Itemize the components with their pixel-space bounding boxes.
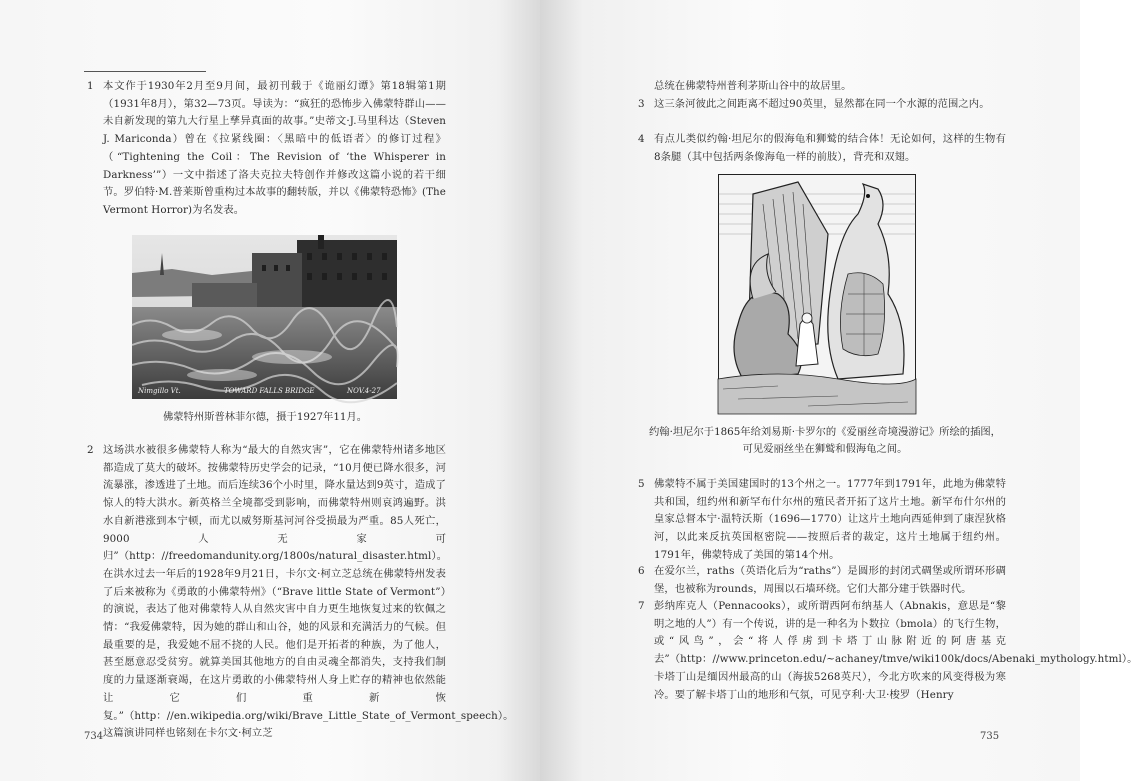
footnote-text: 这三条河彼此之间距离不超过90英里，显然都在同一个水源的范围之内。 [654, 98, 990, 110]
illustration-caption-line-1: 约翰·坦尼尔于1865年给刘易斯·卡罗尔的《爱丽丝奇境漫游记》所绘的插图， [649, 426, 1001, 438]
footnote-number: 1 [87, 80, 94, 92]
footnote-1 [87, 78, 446, 220]
footnote-text: 这场洪水被很多佛蒙特人称为“最大的自然灾害”，它在佛蒙特州诸多地区都造成了莫大的破坏。按佛蒙特历史学会的记录，“10月便已降水很多，河流暴涨，渗透进了土地。而后连续36个小时里，降水量达到9英寸，造成了惊人的特大洪水。新英格兰全境都受到影响，而佛蒙特州则哀鸿遍野。洪水自新港涨到本宁顿，而尤以威努斯基河河谷受损最为严重。85人死亡，9000人无家可归”（http：//freedomandunity.org/1800s/natural_disaster.html）。在洪水过去一年后的1928年9月21日，卡尔文·柯立芝总统在佛蒙特州发表了后来被称为《勇敢的小佛蒙特州》（“Brave little State of Vermont”）的演说，表达了他对佛蒙特人从自然灾害中自力更生地恢复过来的钦佩之情：“我爱佛蒙特，因为她的群山和山谷，她的风景和充满活力的气候。但最重要的是，我爱她不屈不挠的人民。他们是开拓者的种族，为了他人，甚至愿意忍受贫穷。就算美国其他地方的自由灵魂全都消失，支持我们制度的力量逐渐衰竭，在这片勇敢的小佛蒙特州人身上贮存的精神也依然能让它们重新恢复。”（http：//en.wikipedia.org/wiki/Brave_Little_State_of_Vermont_speech）。这篇演讲同样也铭刻在卡尔文·柯立芝 [103, 444, 514, 740]
photo-inscription-right: NOV.4-27 [347, 387, 381, 395]
footnote-5 [638, 476, 1006, 565]
footnote-text: 佛蒙特不属于美国建国时的13个州之一。1777年到1791年，此地为佛蒙特共和国，纽约州和新罕布什尔州的殖民者开拓了这片土地。新罕布什尔州的皇家总督本宁·温特沃斯（1696—1770）让这片土地向西延伸到了康涅狄格河，以此来反抗英国枢密院——按照后者的裁定，这片土地属于纽约州。1791年，佛蒙特成了美国的第14个州。 [654, 478, 1006, 561]
footnote-number: 7 [638, 600, 645, 612]
footnote-text: 在爱尔兰，raths（英语化后为“raths”）是圆形的封闭式碉堡或所谓环形碉堡，也被称为rounds，周围以石墙环绕。它们大都分建于铁器时代。 [654, 565, 1006, 595]
footnote-6 [638, 563, 1006, 598]
footnote-number: 6 [638, 565, 645, 577]
photo-caption: 佛蒙特州斯普林菲尔德，摄于1927年11月。 [162, 411, 368, 423]
left-page [0, 0, 540, 781]
footnote-4 [638, 131, 1006, 166]
illustration-caption [635, 424, 1015, 458]
flood-photo [132, 235, 397, 399]
footnote-number: 5 [638, 478, 645, 490]
footnote-rule [84, 71, 206, 72]
photo-inscription-center: TOWARD FALLS BRIDGE [224, 387, 315, 395]
footnote-text: 有点儿类似约翰·坦尼尔的假海龟和狮鹫的结合体！无论如何，这样的生物有8条腿（其中包括两条像海龟一样的前肢），背壳和双翅。 [654, 133, 1006, 163]
footnote-text: 本文作于1930年2月至9月间，最初刊载于《诡丽幻谭》第18辑第1期（1931年8月），第32—73页。导读为：“疯狂的恐怖步入佛蒙特群山——未自新发现的第九大行星上孳异真面的故事。”史蒂文·J.马里科达（Steven J. Mariconda）曾在《拉紧线圈：〈黑暗中的低语者〉的修订过程》（“Tightening the Coil：The Revision of ‘the Whisperer in Darkness’”）一文中指述了洛夫克拉夫特创作并修改这篇小说的若干细节。罗伯特·M.普莱斯曾重构过本故事的翻转版，并以《佛蒙特恐怖》(The Vermont Horror)为名发表。 [103, 80, 446, 216]
footnote-number: 2 [87, 444, 94, 456]
page-number-right: 735 [980, 731, 1000, 742]
footnote-text: 彭纳库克人（Pennacooks），或所谓西阿布纳基人（Abnakis，意思是“黎明之地的人”）有一个传说，讲的是一种名为卜数拉（bmola）的飞行生物，或“风鸟”，会“将人俘虏到卡塔丁山脉附近的阿唐基克去”（http：//www.princeton.edu/~achaney/tmve/wiki100k/docs/Abenaki_mythology.html）。卡塔丁山是缅因州最高的山（海拔5268英尺），今北方吹来的风变得极为寒冷。要了解卡塔丁山的地形和气氛，可见亨利·大卫·梭罗（Henry [654, 600, 1138, 701]
footnote-number: 3 [638, 98, 645, 110]
illustration-caption-line-2: 可见爱丽丝坐在狮鹫和假海龟之间。 [742, 443, 908, 455]
footnote-number: 4 [638, 133, 645, 145]
tenniel-illustration [718, 174, 916, 414]
footnote-1-continued [654, 78, 1006, 96]
photo-inscription-left: Nimgillo Vt. [138, 387, 181, 395]
footnote-7 [638, 598, 1138, 704]
page-number-left: 734 [84, 731, 104, 742]
footnote-text: 总统在佛蒙特州普利茅斯山谷中的故居里。 [654, 80, 852, 92]
footnote-3 [638, 96, 1006, 114]
